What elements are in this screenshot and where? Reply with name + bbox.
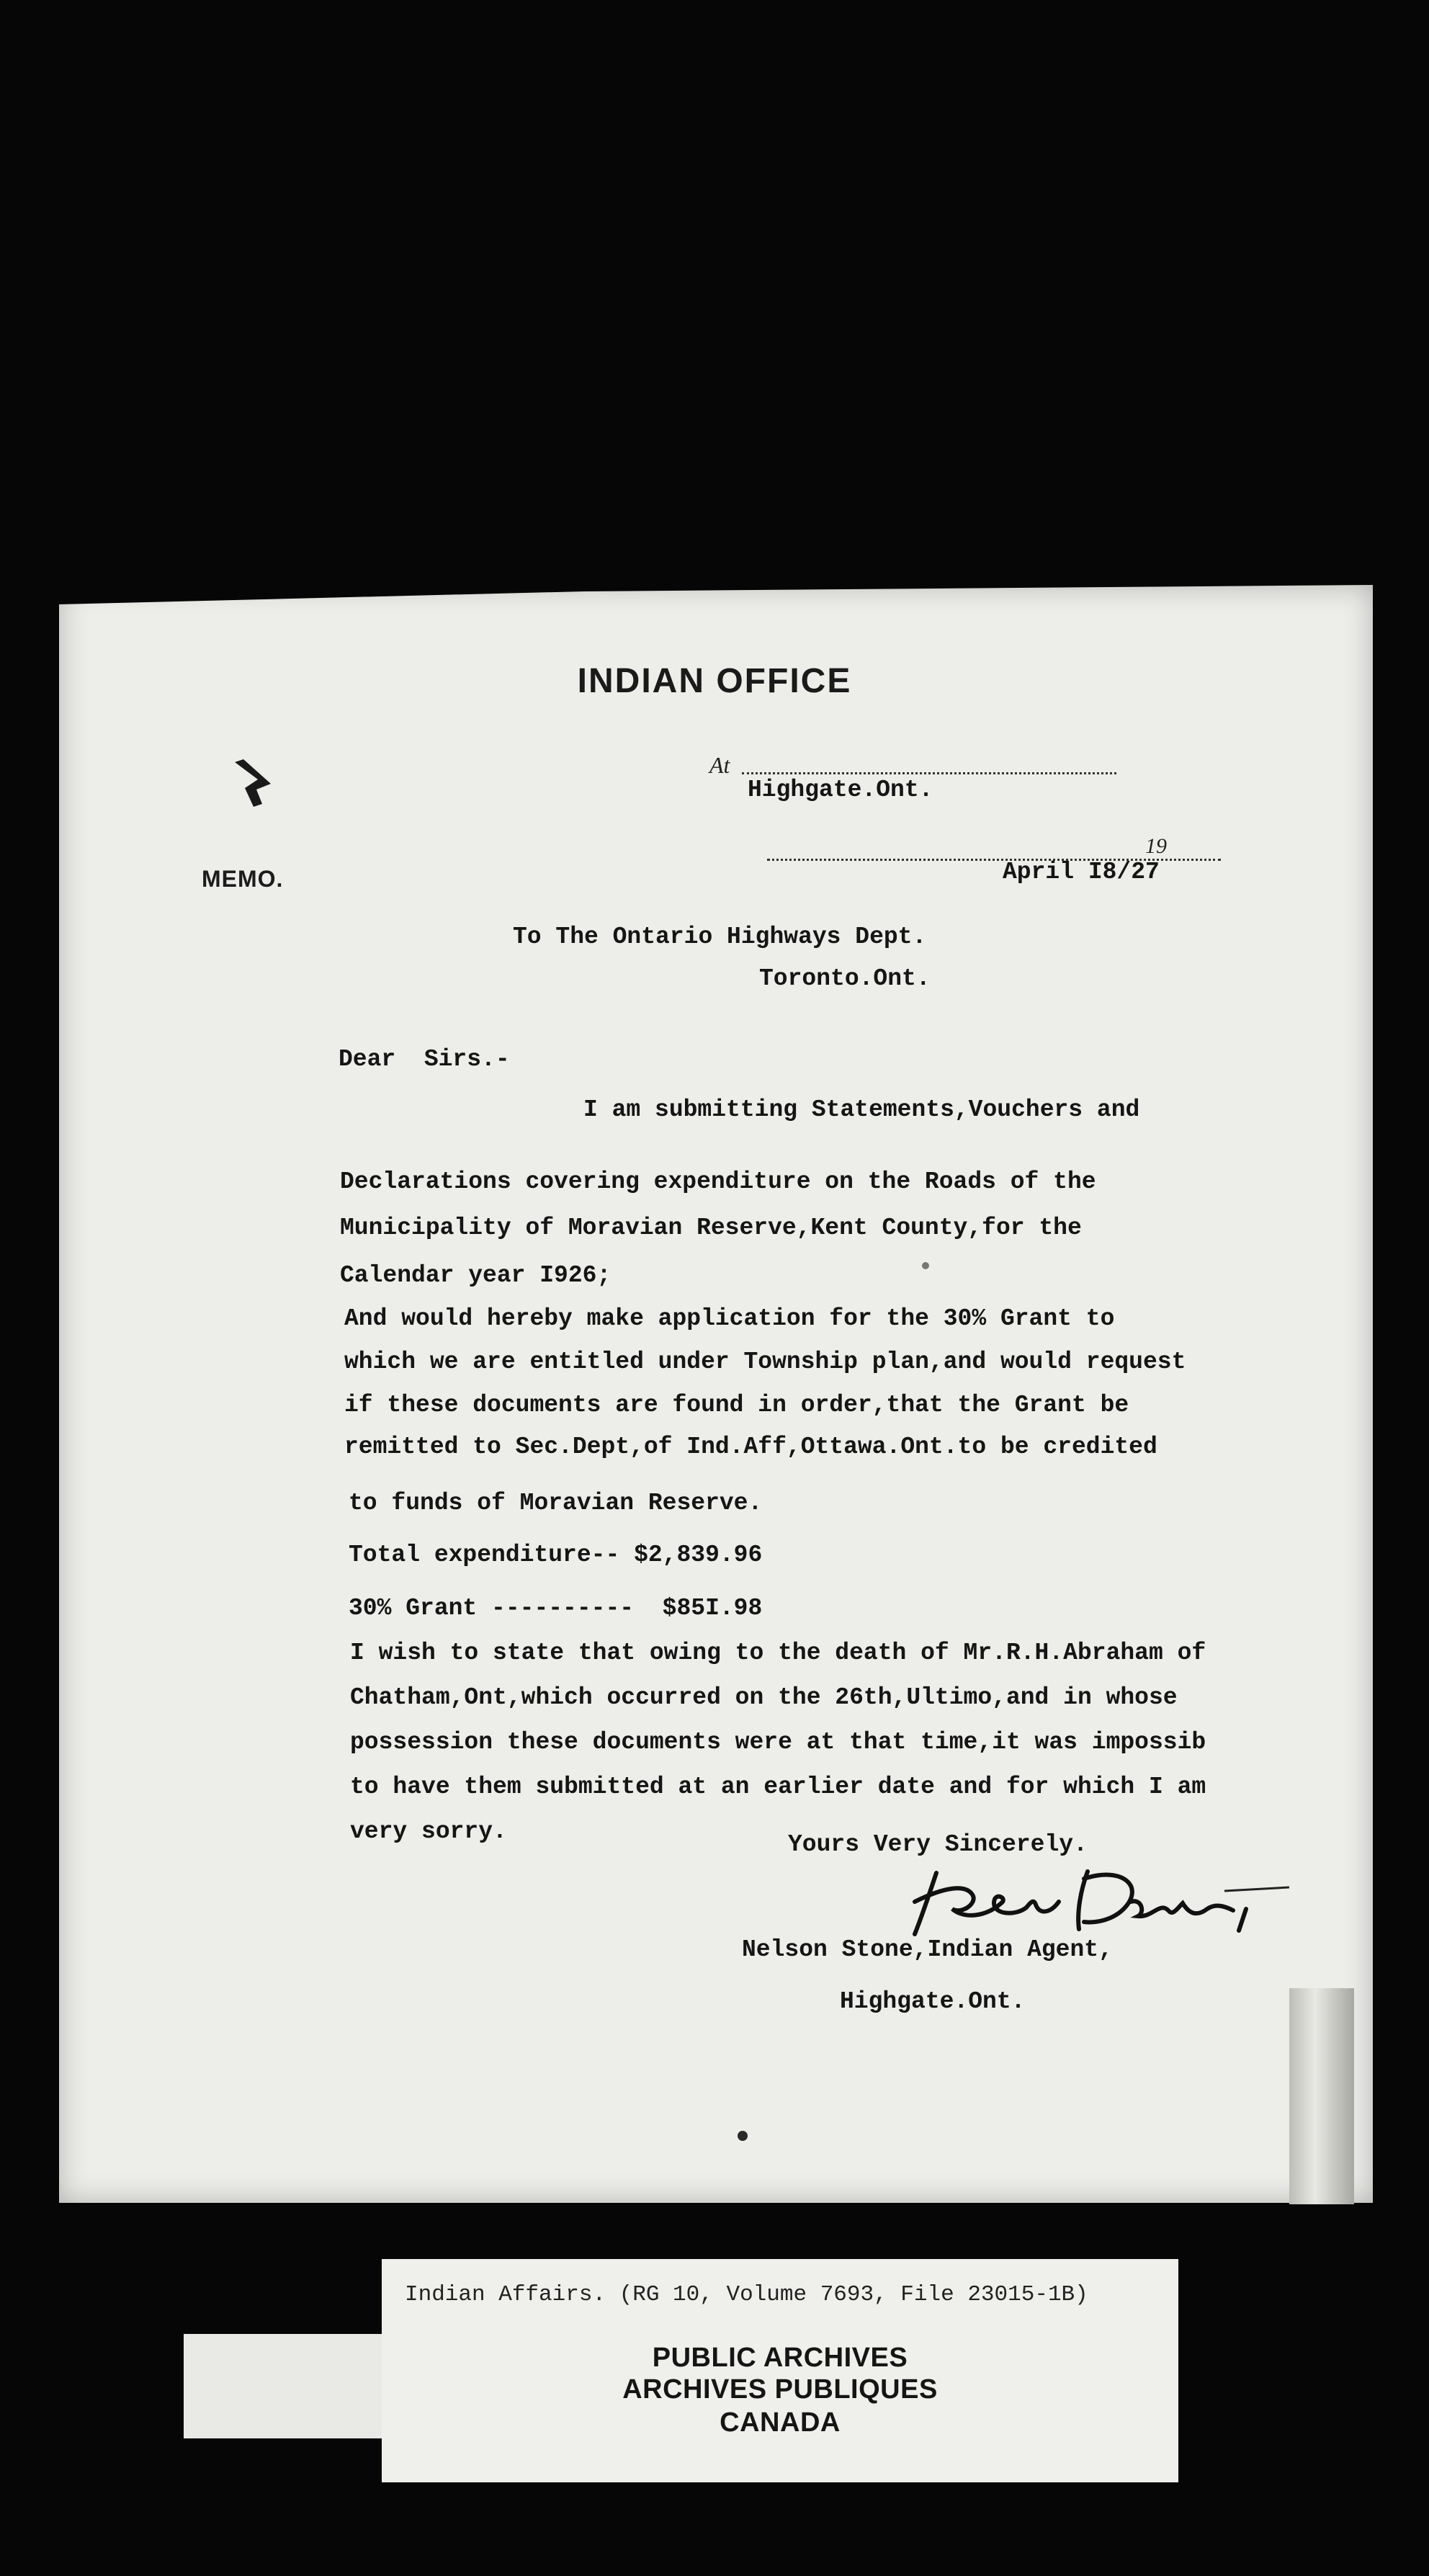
- body-line: remitted to Sec.Dept,of Ind.Aff,Ottawa.Ont.to be credited: [344, 1434, 1157, 1460]
- body-line: possession these documents were at that time,it was impossib: [350, 1729, 1206, 1756]
- archive-reference: Indian Affairs. (RG 10, Volume 7693, File 23015-1B): [405, 2282, 1088, 2307]
- arrow-mark-icon: [229, 755, 279, 813]
- body-line: to have them submitted at an earlier date and for which I am: [350, 1774, 1206, 1800]
- body-line: which we are entitled under Township plan,and would request: [344, 1349, 1186, 1375]
- salutation: Dear Sirs.-: [339, 1046, 510, 1073]
- grant-amount: 30% Grant ---------- $85I.98: [349, 1595, 763, 1622]
- dust-speck: [738, 2131, 748, 2141]
- at-dotted-line: [742, 772, 1116, 774]
- body-line: And would hereby make application for the 30% Grant to: [344, 1305, 1115, 1332]
- archive-line-1: PUBLIC ARCHIVES: [652, 2343, 908, 2373]
- dust-speck: [922, 1262, 929, 1269]
- signer-location: Highgate.Ont.: [840, 1988, 1026, 2015]
- body-line: if these documents are found in order,that the Grant be: [344, 1392, 1129, 1418]
- archive-line-3: CANADA: [720, 2407, 841, 2438]
- body-line: to funds of Moravian Reserve.: [349, 1490, 763, 1516]
- archive-line-2: ARCHIVES PUBLIQUES: [622, 2374, 938, 2405]
- archive-slip-tab: [184, 2334, 414, 2438]
- location-value: Highgate.Ont.: [748, 777, 933, 803]
- body-line: Municipality of Moravian Reserve,Kent County,for the: [340, 1215, 1082, 1241]
- paper-torn-edge: [1289, 1988, 1354, 2204]
- recipient-line-2: Toronto.Ont.: [759, 965, 931, 992]
- total-expenditure: Total expenditure-- $2,839.96: [349, 1542, 763, 1568]
- year-prefix: 19: [1145, 834, 1167, 858]
- body-line: Calendar year I926;: [340, 1262, 612, 1289]
- recipient-line-1: To The Ontario Highways Dept.: [513, 923, 927, 950]
- handwritten-signature: [886, 1859, 1289, 1945]
- body-line: very sorry.: [350, 1818, 507, 1845]
- body-line: Declarations covering expenditure on the Roads of the: [340, 1168, 1096, 1195]
- memo-label: MEMO.: [202, 866, 284, 892]
- body-line: Chatham,Ont,which occurred on the 26th,Ultimo,and in whose: [350, 1684, 1178, 1711]
- body-line: I am submitting Statements,Vouchers and: [583, 1096, 1140, 1123]
- closing: Yours Very Sincerely.: [788, 1831, 1088, 1858]
- at-label: At: [709, 752, 730, 778]
- memo-date: April I8/27: [1003, 859, 1160, 885]
- body-line: I wish to state that owing to the death of Mr.R.H.Abraham of: [350, 1640, 1206, 1666]
- signer-name-title: Nelson Stone,Indian Agent,: [742, 1936, 1113, 1963]
- letterhead-title: INDIAN OFFICE: [577, 662, 852, 700]
